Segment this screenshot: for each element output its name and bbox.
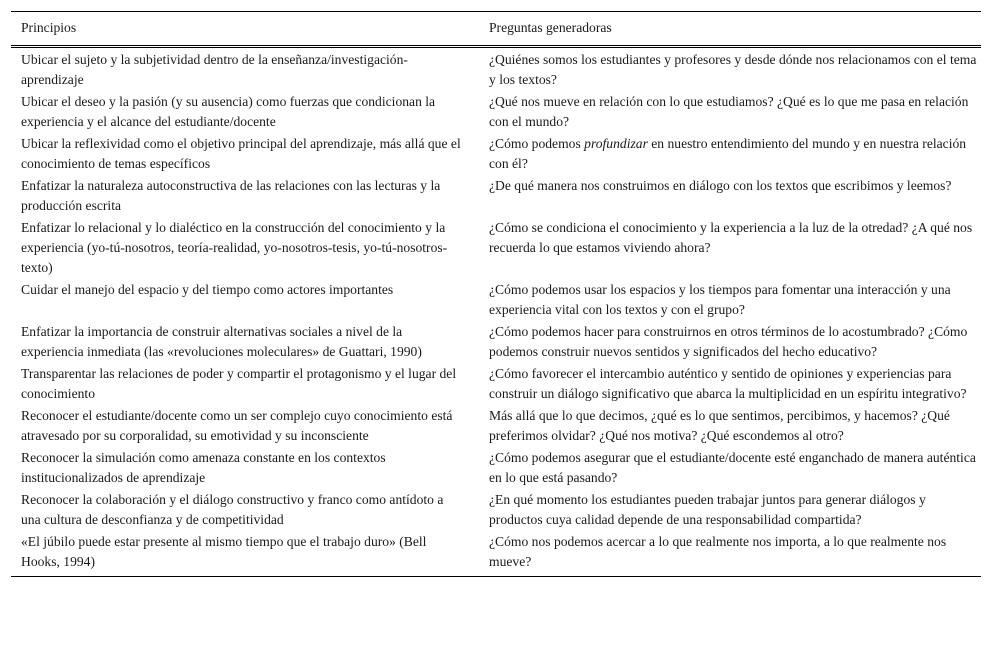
principle-cell: Reconocer el estudiante/docente como un ser complejo cuyo conocimiento está atravesado por su corporalidad, su emotividad y su inconsciente [21, 408, 453, 443]
table-row [11, 175, 981, 217]
header-questions: Preguntas generadoras [489, 20, 612, 35]
question-cell: ¿Cómo nos podemos acercar a lo que realmente nos importa, a lo que realmente nos mueve? [489, 534, 947, 569]
question-cell: ¿Quiénes somos los estudiantes y profesores y desde dónde nos relacionamos con el tema y los textos? [489, 52, 977, 87]
principles-table-container [11, 11, 981, 577]
question-cell [479, 133, 981, 175]
principle-cell: Reconocer la simulación como amenaza constante en los contextos institucionalizados de aprendizaje [21, 450, 386, 485]
question-cell: ¿Cómo podemos usar los espacios y los tiempos para fomentar una interacción y una experiencia vital con los textos y con el grupo? [489, 282, 951, 317]
question-cell: ¿En qué momento los estudiantes pueden trabajar juntos para generar diálogos y productos cuya calidad depende de una responsabilidad compartida? [489, 492, 926, 527]
principle-cell: Reconocer la colaboración y el diálogo constructivo y franco como antídoto a una cultura de desconfianza y de competitividad [21, 492, 444, 527]
question-text-after: en nuestro entendimiento del mundo y en nuestra relación con él? [489, 136, 967, 171]
question-cell: ¿Cómo se condiciona el conocimiento y la experiencia a la luz de la otredad? ¿A qué nos recuerda lo que estamos viviendo ahora? [489, 220, 973, 255]
principle-cell: Enfatizar lo relacional y lo dialéctico en la construcción del conocimiento y la experiencia (yo-tú-nosotros, teoría-realidad, yo-nosotros-tesis, yo-tú-nosotros-texto) [21, 220, 448, 275]
principle-cell: Enfatizar la importancia de construir alternativas sociales a nivel de la experiencia inmediata (las «revoluciones moleculares» de Guattari, 1990) [21, 324, 422, 359]
question-cell: ¿Cómo podemos hacer para construirnos en otros términos de lo acostumbrado? ¿Cómo podemos construir nuevos sentidos y significados del hecho educativo? [489, 324, 968, 359]
table-row [11, 531, 981, 577]
principle-cell: «El júbilo puede estar presente al mismo tiempo que el trabajo duro» (Bell Hooks, 1994) [21, 534, 427, 569]
question-cell: Más allá que lo que decimos, ¿qué es lo que sentimos, percibimos, y hacemos? ¿Qué preferimos olvidar? ¿Qué nos motiva? ¿Qué escondemos al otro? [489, 408, 950, 443]
table-row [11, 447, 981, 489]
table-row [11, 48, 981, 92]
table-row [11, 489, 981, 531]
table-row [11, 279, 981, 321]
table-header-row [11, 12, 981, 46]
question-cell: ¿De qué manera nos construimos en diálogo con los textos que escribimos y leemos? [489, 178, 952, 193]
table-row [11, 91, 981, 133]
principle-cell: Cuidar el manejo del espacio y del tiempo como actores importantes [21, 282, 394, 297]
principle-cell: Ubicar el sujeto y la subjetividad dentro de la enseñanza/investigación-aprendizaje [21, 52, 408, 87]
principle-cell: Ubicar la reflexividad como el objetivo principal del aprendizaje, más allá que el conocimiento de temas específicos [21, 136, 461, 171]
header-principles: Principios [21, 20, 77, 35]
principle-cell: Transparentar las relaciones de poder y compartir el protagonismo y el lugar del conocimiento [21, 366, 457, 401]
question-cell: ¿Cómo podemos asegurar que el estudiante/docente esté enganchado de manera auténtica en lo que está pasando? [489, 450, 976, 485]
table-row [11, 217, 981, 279]
question-text-emphasis: profundizar [584, 136, 648, 151]
table-row [11, 133, 981, 175]
table-row [11, 363, 981, 405]
question-cell: ¿Qué nos mueve en relación con lo que estudiamos? ¿Qué es lo que me pasa en relación con el mundo? [489, 94, 969, 129]
question-text-before: ¿Cómo podemos [489, 136, 585, 151]
table-row [11, 321, 981, 363]
principle-cell: Enfatizar la naturaleza autoconstructiva de las relaciones con las lecturas y la producción escrita [21, 178, 441, 213]
principle-cell: Ubicar el deseo y la pasión (y su ausencia) como fuerzas que condicionan la experiencia y el alcance del estudiante/docente [21, 94, 436, 129]
table-row [11, 405, 981, 447]
question-cell: ¿Cómo favorecer el intercambio auténtico y sentido de opiniones y experiencias para construir un diálogo significativo que abarca la multiplicidad en un espíritu integrativo? [489, 366, 967, 401]
principles-table [11, 11, 981, 577]
